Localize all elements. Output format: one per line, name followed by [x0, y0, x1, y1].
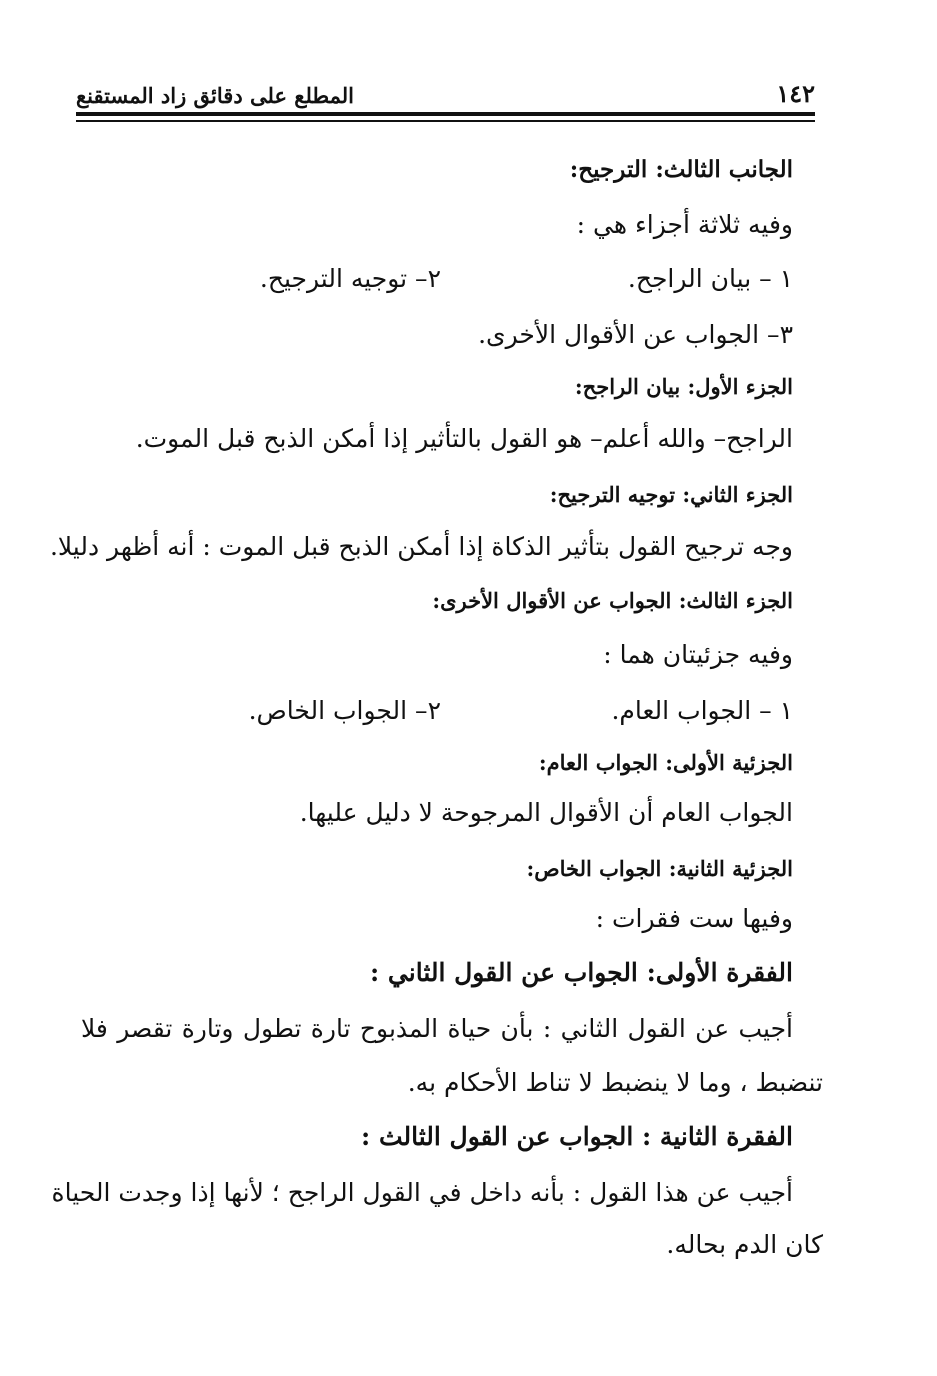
page-number: ١٤٢ [776, 79, 815, 108]
book-title: المطلع على دقائق زاد المستقنع [76, 83, 355, 108]
text-line: الجواب العام أن الأقوال المرجوحة لا دليل عليها. [299, 798, 793, 827]
list-item: ٢– الجواب الخاص. [248, 696, 441, 725]
list-item: ٣– الجواب عن الأقوال الأخرى. [478, 320, 793, 349]
header-rule-thin [76, 120, 815, 122]
text-line: كان الدم بحاله. [666, 1230, 823, 1259]
running-header [76, 78, 815, 108]
subheading: الفقرة الثانية : الجواب عن القول الثالث : [361, 1122, 793, 1151]
text-line: وفيه ثلاثة أجزاء هي : [576, 210, 793, 239]
subheading: الجزء الثالث: الجواب عن الأقوال الأخرى: [432, 588, 793, 613]
header-rule-thick [76, 112, 815, 116]
list-item: ١ – بيان الراجح. [627, 264, 793, 293]
text-line: أجيب عن القول الثاني : بأن حياة المذبوح تارة تطول وتارة تقصر فلا [81, 1014, 793, 1043]
subheading: الجزئية الثانية: الجواب الخاص: [526, 856, 793, 881]
text-line: وفيها ست فقرات : [595, 904, 793, 933]
subheading: الفقرة الأولى: الجواب عن القول الثاني : [369, 958, 793, 987]
list-item: ٢– توجيه الترجيح. [259, 264, 441, 293]
section-heading: الجانب الثالث: الترجيح: [569, 156, 793, 183]
text-line: أجيب عن هذا القول : بأنه داخل في القول الراجح ؛ لأنها إذا وجدت الحياة [51, 1178, 793, 1207]
subheading: الجزئية الأولى: الجواب العام: [538, 750, 793, 775]
text-line: تنضبط ، وما لا ينضبط لا تناط الأحكام به. [407, 1068, 823, 1097]
text-line: الراجح– والله أعلم– هو القول بالتأثير إذا أمكن الذبح قبل الموت. [135, 424, 793, 453]
subheading: الجزء الأول: بيان الراجح: [574, 374, 793, 399]
subheading: الجزء الثاني: توجيه الترجيح: [549, 482, 793, 507]
list-item: ١ – الجواب العام. [611, 696, 793, 725]
text-line: وجه ترجيح القول بتأثير الذكاة إذا أمكن الذبح قبل الموت : أنه أظهر دليلا. [49, 532, 793, 561]
text-line: وفيه جزئيتان هما : [603, 640, 793, 669]
